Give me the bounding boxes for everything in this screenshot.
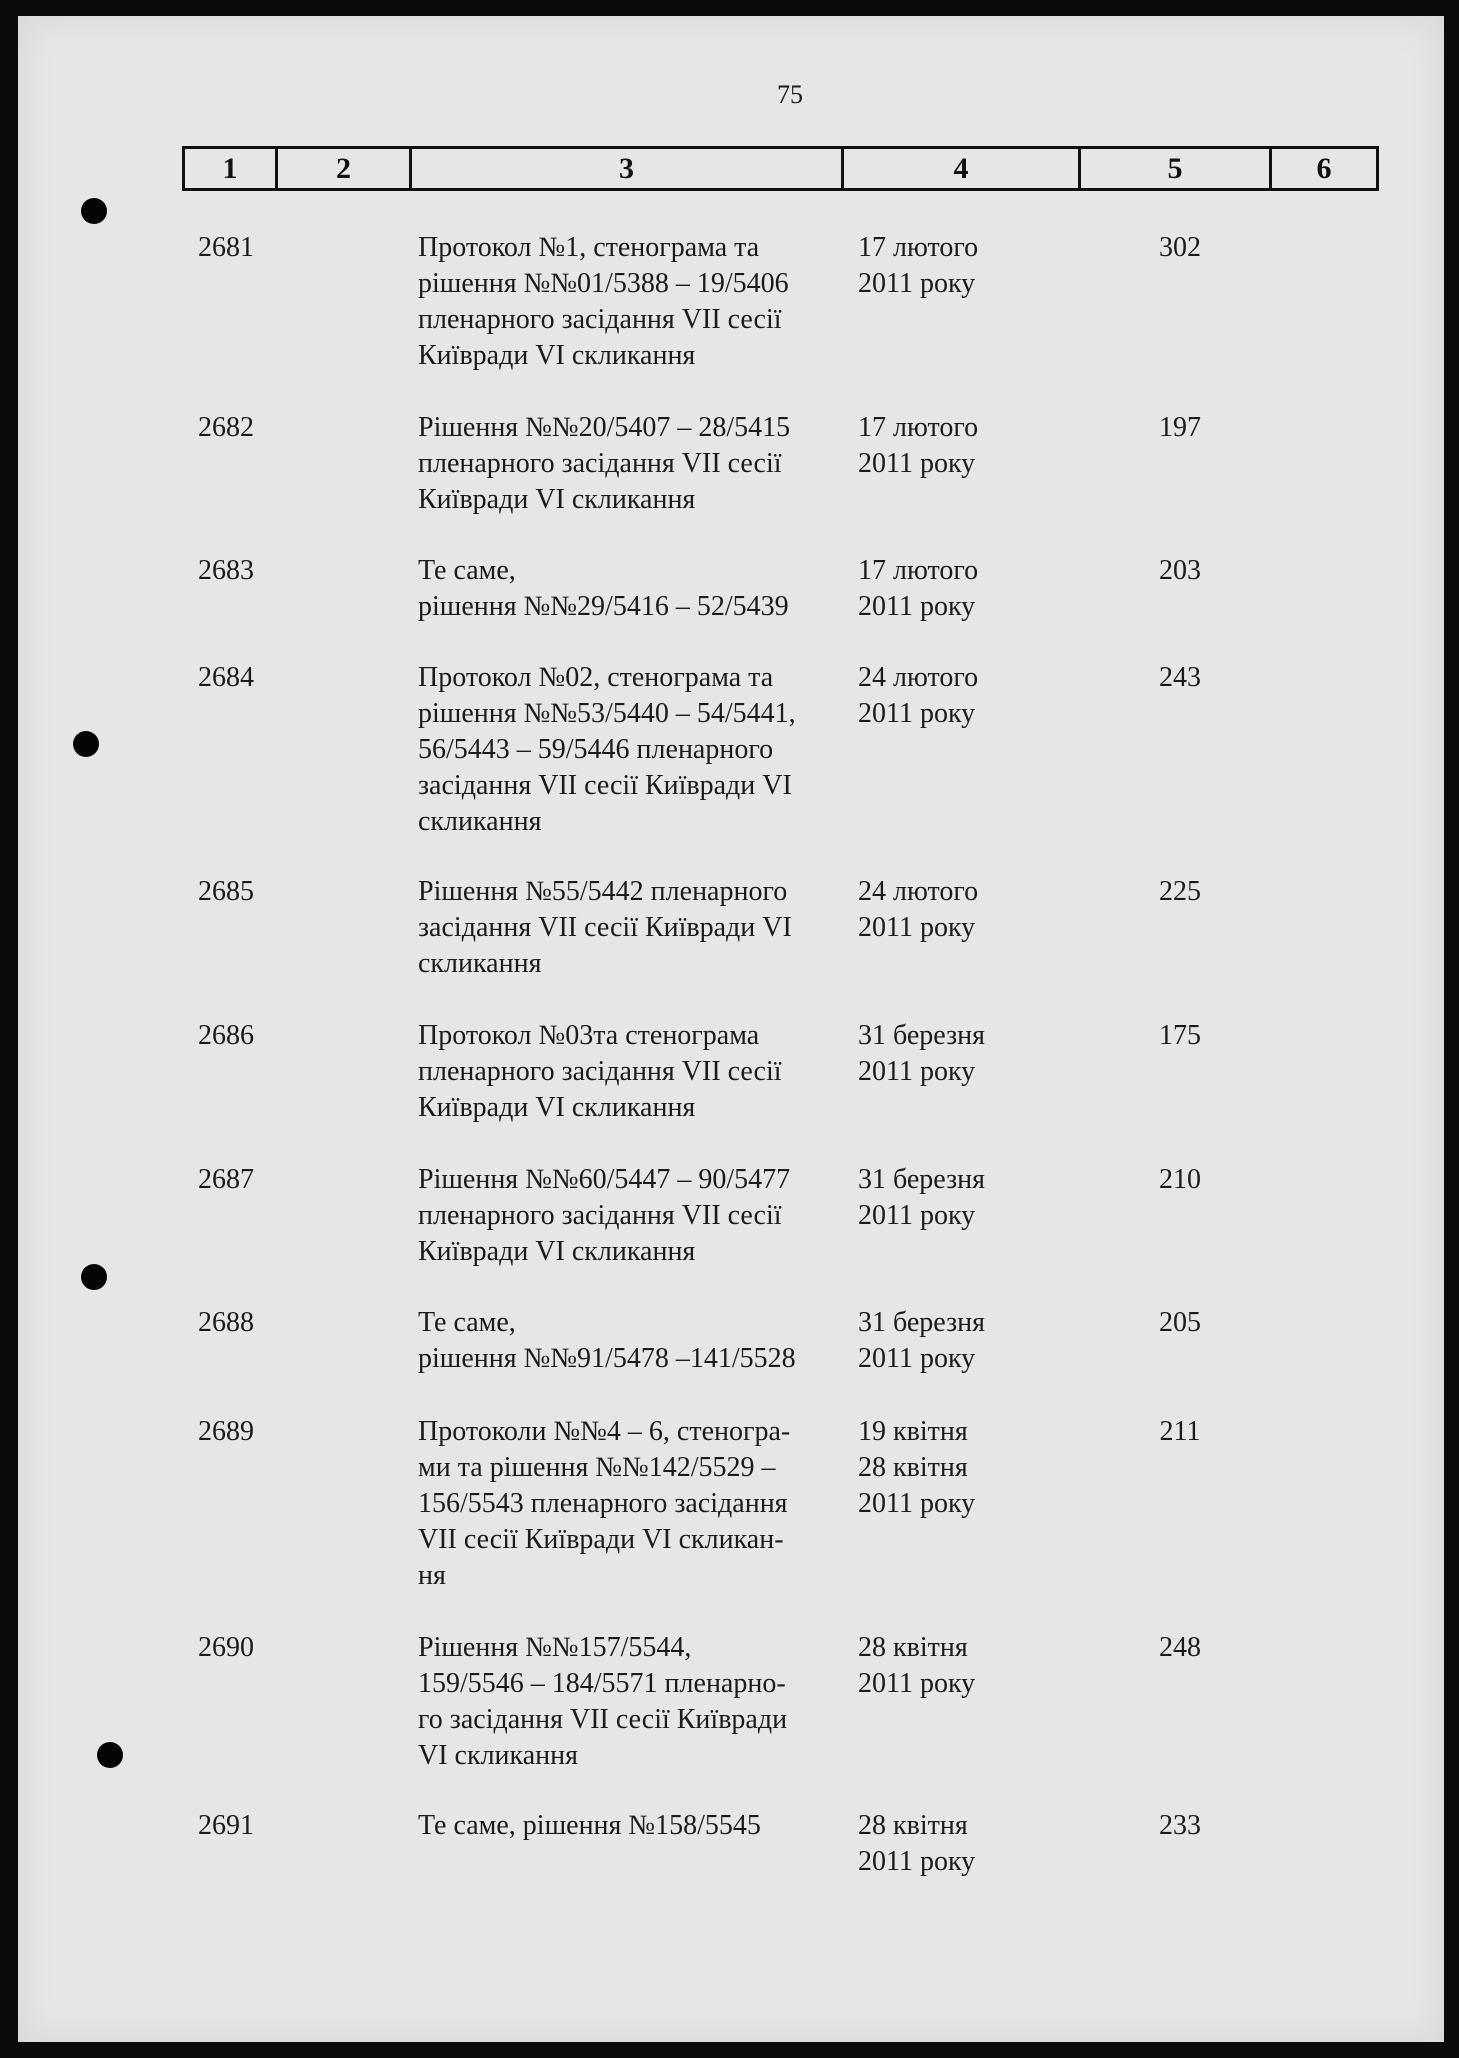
punch-hole — [73, 731, 99, 757]
item-number: 2688 — [198, 1307, 254, 1338]
date-line: 19 квітня — [858, 1416, 968, 1447]
item-page-count: 175 — [1159, 1020, 1201, 1051]
punch-hole — [81, 1264, 107, 1290]
item-date — [858, 1018, 1028, 1090]
description-line: Те саме, — [418, 1307, 516, 1338]
item-page-count: 197 — [1159, 412, 1201, 443]
description-line: Рішення №55/5442 пленарного — [418, 876, 788, 907]
item-date — [858, 410, 1028, 482]
item-number: 2686 — [198, 1020, 254, 1051]
description-line: пленарного засідання VII сесії — [418, 1056, 782, 1087]
item-page-count: 203 — [1159, 555, 1201, 586]
date-line: 31 березня — [858, 1164, 985, 1195]
date-line: 28 квітня — [858, 1452, 968, 1483]
description-line: го засідання VII сесії Київради — [418, 1704, 788, 1735]
item-description — [418, 1630, 848, 1774]
description-line: Протокол №1, стенограма та — [418, 232, 760, 263]
description-line: 156/5543 пленарного засідання — [418, 1488, 788, 1519]
description-line: засідання VII сесії Київради VI — [418, 912, 792, 943]
description-line: VI скликання — [418, 1740, 578, 1771]
date-line: 17 лютого — [858, 555, 979, 586]
description-line: скликання — [418, 948, 542, 979]
date-line: 2011 року — [858, 1668, 976, 1699]
item-page-count: 243 — [1159, 662, 1201, 693]
description-line: рішення №№29/5416 – 52/5439 — [418, 591, 789, 622]
column-header-5: 5 — [1081, 149, 1272, 188]
date-line: 17 лютого — [858, 232, 979, 263]
date-line: 28 квітня — [858, 1810, 968, 1841]
item-page-count: 302 — [1159, 232, 1201, 263]
item-description — [418, 1018, 848, 1126]
description-line: ня — [418, 1560, 446, 1591]
column-header-1: 1 — [185, 149, 278, 188]
date-line: 31 березня — [858, 1020, 985, 1051]
item-date — [858, 1305, 1028, 1377]
item-description — [418, 1414, 848, 1594]
item-date — [858, 874, 1028, 946]
item-date — [858, 553, 1028, 625]
description-line: Протокол №03та стенограма — [418, 1020, 760, 1051]
description-line: Рішення №№157/5544, — [418, 1632, 692, 1663]
item-date — [858, 230, 1028, 302]
date-line: 2011 року — [858, 1488, 976, 1519]
item-date — [858, 1414, 1028, 1522]
item-page-count: 233 — [1159, 1810, 1201, 1841]
column-header-3: 3 — [412, 149, 844, 188]
description-line: рішення №№01/5388 – 19/5406 — [418, 268, 789, 299]
item-number: 2684 — [198, 662, 254, 693]
date-line: 2011 року — [858, 1200, 976, 1231]
description-line: Київради VI скликання — [418, 1092, 696, 1123]
item-date — [858, 1808, 1028, 1880]
description-line: 56/5443 – 59/5446 пленарного — [418, 734, 774, 765]
item-number: 2682 — [198, 412, 254, 443]
date-line: 17 лютого — [858, 412, 979, 443]
date-line: 2011 року — [858, 1846, 976, 1877]
description-line: пленарного засідання VII сесії — [418, 448, 782, 479]
item-number: 2683 — [198, 555, 254, 586]
description-line: рішення №№53/5440 – 54/5441, — [418, 698, 796, 729]
description-line: Те саме, рішення №158/5545 — [418, 1810, 761, 1841]
punch-hole — [81, 198, 107, 224]
date-line: 2011 року — [858, 698, 976, 729]
item-description — [418, 1305, 848, 1377]
description-line: Протокол №02, стенограма та — [418, 662, 774, 693]
date-line: 2011 року — [858, 1056, 976, 1087]
item-number: 2691 — [198, 1810, 254, 1841]
item-description — [418, 1808, 848, 1844]
column-header-4: 4 — [844, 149, 1081, 188]
description-line: Те саме, — [418, 555, 516, 586]
date-line: 31 березня — [858, 1307, 985, 1338]
description-line: засідання VII сесії Київради VI — [418, 770, 792, 801]
item-page-count: 211 — [1159, 1416, 1201, 1447]
item-date — [858, 660, 1028, 732]
description-line: рішення №№91/5478 –141/5528 — [418, 1343, 796, 1374]
item-number: 2689 — [198, 1416, 254, 1447]
description-line: 159/5546 – 184/5571 пленарно- — [418, 1668, 786, 1699]
description-line: Рішення №№20/5407 – 28/5415 — [418, 412, 791, 443]
item-description — [418, 660, 848, 840]
item-number: 2687 — [198, 1164, 254, 1195]
item-description — [418, 230, 848, 374]
date-line: 2011 року — [858, 448, 976, 479]
column-header-2: 2 — [278, 149, 412, 188]
column-header-row — [182, 146, 1379, 191]
description-line: скликання — [418, 806, 542, 837]
item-number: 2685 — [198, 876, 254, 907]
item-number: 2690 — [198, 1632, 254, 1663]
description-line: Протоколи №№4 – 6, стеногра- — [418, 1416, 791, 1447]
date-line: 2011 року — [858, 591, 976, 622]
item-date — [858, 1630, 1028, 1702]
item-page-count: 248 — [1159, 1632, 1201, 1663]
date-line: 28 квітня — [858, 1632, 968, 1663]
item-description — [418, 874, 848, 982]
description-line: Рішення №№60/5447 – 90/5477 — [418, 1164, 791, 1195]
column-header-6: 6 — [1316, 151, 1332, 185]
date-line: 2011 року — [858, 268, 976, 299]
item-page-count: 225 — [1159, 876, 1201, 907]
item-description — [418, 553, 848, 625]
item-page-count: 210 — [1159, 1164, 1201, 1195]
item-number: 2681 — [198, 232, 254, 263]
date-line: 24 лютого — [858, 876, 979, 907]
description-line: ми та рішення №№142/5529 – — [418, 1452, 776, 1483]
page-number: 75 — [777, 80, 803, 109]
punch-hole — [97, 1742, 123, 1768]
description-line: пленарного засідання VII сесії — [418, 304, 782, 335]
date-line: 2011 року — [858, 1343, 976, 1374]
item-description — [418, 1162, 848, 1270]
description-line: Київради VI скликання — [418, 484, 696, 515]
item-date — [858, 1162, 1028, 1234]
item-description — [418, 410, 848, 518]
description-line: Київради VI скликання — [418, 340, 696, 371]
description-line: пленарного засідання VII сесії — [418, 1200, 782, 1231]
description-line: Київради VI скликання — [418, 1236, 696, 1267]
date-line: 2011 року — [858, 912, 976, 943]
item-page-count: 205 — [1159, 1307, 1201, 1338]
description-line: VII сесії Київради VI скликан- — [418, 1524, 784, 1555]
date-line: 24 лютого — [858, 662, 979, 693]
